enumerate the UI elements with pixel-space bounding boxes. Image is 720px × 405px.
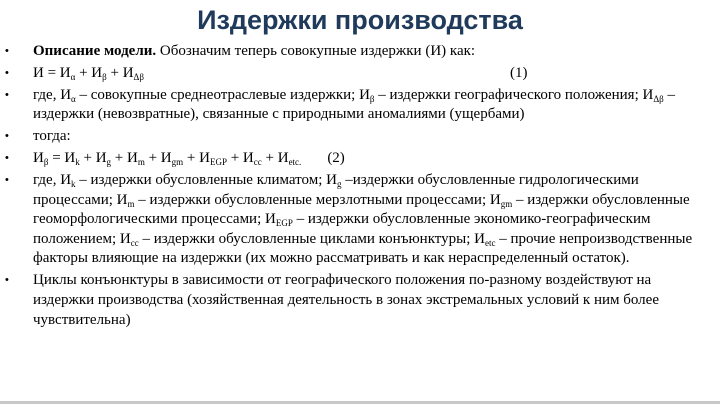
business-cycles-text: Циклы конъюнктуры в зависимости от географического положения по-разному воздействуют на издержки производства (хозяйственная деятельность в зонах экстремальных условий к ним более чувствительна) [33, 272, 659, 328]
definition-subscript: gm [500, 198, 513, 209]
eq1-subscript: Δβ [133, 71, 144, 82]
definition-subscript: etc [484, 237, 496, 248]
equation-number-2: (2) [327, 150, 345, 167]
definition-subscript: cc [130, 237, 139, 248]
bullet-marker: • [5, 174, 9, 187]
definition-subscript: EGP [275, 218, 293, 229]
definition-subscript: g [336, 179, 342, 190]
eq1-term: И = И [33, 64, 71, 81]
definition-subscript: α [71, 93, 76, 104]
definition-subscript: Δβ [653, 93, 664, 104]
eq2-term: + И [144, 150, 172, 167]
bullet-list [0, 42, 720, 332]
eq2-term: + И [261, 150, 289, 167]
bullet-marker: • [5, 274, 9, 287]
eq2-term: + И [111, 150, 138, 167]
bullet-equation-2 [0, 149, 720, 169]
eq2-subscript: cc [253, 157, 262, 168]
eq2-subscript: etc. [288, 157, 302, 168]
eq2-term: + И [183, 150, 210, 167]
slide-title: Издержки производства [197, 5, 523, 35]
model-description-text: Обозначим теперь совокупные издержки (И) как: [156, 43, 476, 59]
eq2-subscript: gm [171, 157, 184, 168]
definition-subscript: m [127, 198, 135, 209]
equation-number-1: (1) [510, 64, 528, 81]
model-description-lead: Описание модели. [33, 43, 157, 59]
eq2-subscript: g [106, 157, 112, 168]
bullet-marker: • [5, 130, 9, 143]
bullet-model-description [0, 42, 720, 62]
definition-text: – издержки обусловленные климатом; И [75, 172, 337, 189]
eq1-term: + И [106, 64, 134, 81]
bullet-eq1-definitions [0, 86, 720, 125]
eq2-subscript: EGP [209, 157, 227, 168]
eq2-term: + И [79, 150, 107, 167]
eq1-subscript: α [70, 71, 76, 82]
definition-text: –издержки обусловленные гидрологическими процессами; И [33, 172, 639, 208]
bottom-divider [0, 401, 720, 404]
definition-text: – совокупные среднеотраслевые издержки; И [75, 86, 370, 103]
eq2-subscript: β [43, 157, 49, 168]
bullet-marker: • [5, 152, 9, 165]
definition-text: – прочие непроизводственные факторы влияющие на издержки (их можно рассматривать и как нераспределенный остаток). [33, 230, 693, 267]
bullet-eq2-definitions [0, 171, 720, 269]
definition-text: – издержки обусловленные экономико-географическим положением; И [33, 211, 651, 247]
definition-subscript: k [71, 179, 76, 190]
eq1-term: + И [75, 64, 103, 81]
bullet-marker: • [5, 45, 9, 57]
bullet-marker: • [5, 66, 9, 79]
bullet-business-cycles [0, 271, 720, 330]
definition-subscript: β [369, 93, 375, 104]
then-text: тогда: [33, 128, 71, 145]
definition-text: – издержки обусловленные геоморфологическими процессами; И [33, 191, 690, 228]
bullet-marker: • [5, 88, 9, 101]
definition-text: – издержки обусловленные мерзлотными процессами; И [134, 191, 501, 208]
definition-text: – издержки обусловленные циклами конъюнктуры; И [138, 230, 485, 247]
bullet-equation-1 [0, 64, 720, 84]
eq2-term: = И [48, 150, 76, 167]
eq2-subscript: k [75, 157, 80, 168]
definition-text: – издержки (невозвратные), связанные с природными аномалиями (ущербами) [33, 86, 675, 123]
eq2-term: И [33, 150, 44, 167]
eq2-subscript: m [137, 157, 145, 168]
eq1-subscript: β [102, 71, 107, 82]
definition-text: где, И [33, 172, 72, 189]
definition-text: где, И [33, 86, 72, 103]
eq2-term: + И [226, 150, 254, 167]
bullet-then [0, 127, 720, 147]
definition-text: – издержки географического положения; И [374, 86, 654, 103]
